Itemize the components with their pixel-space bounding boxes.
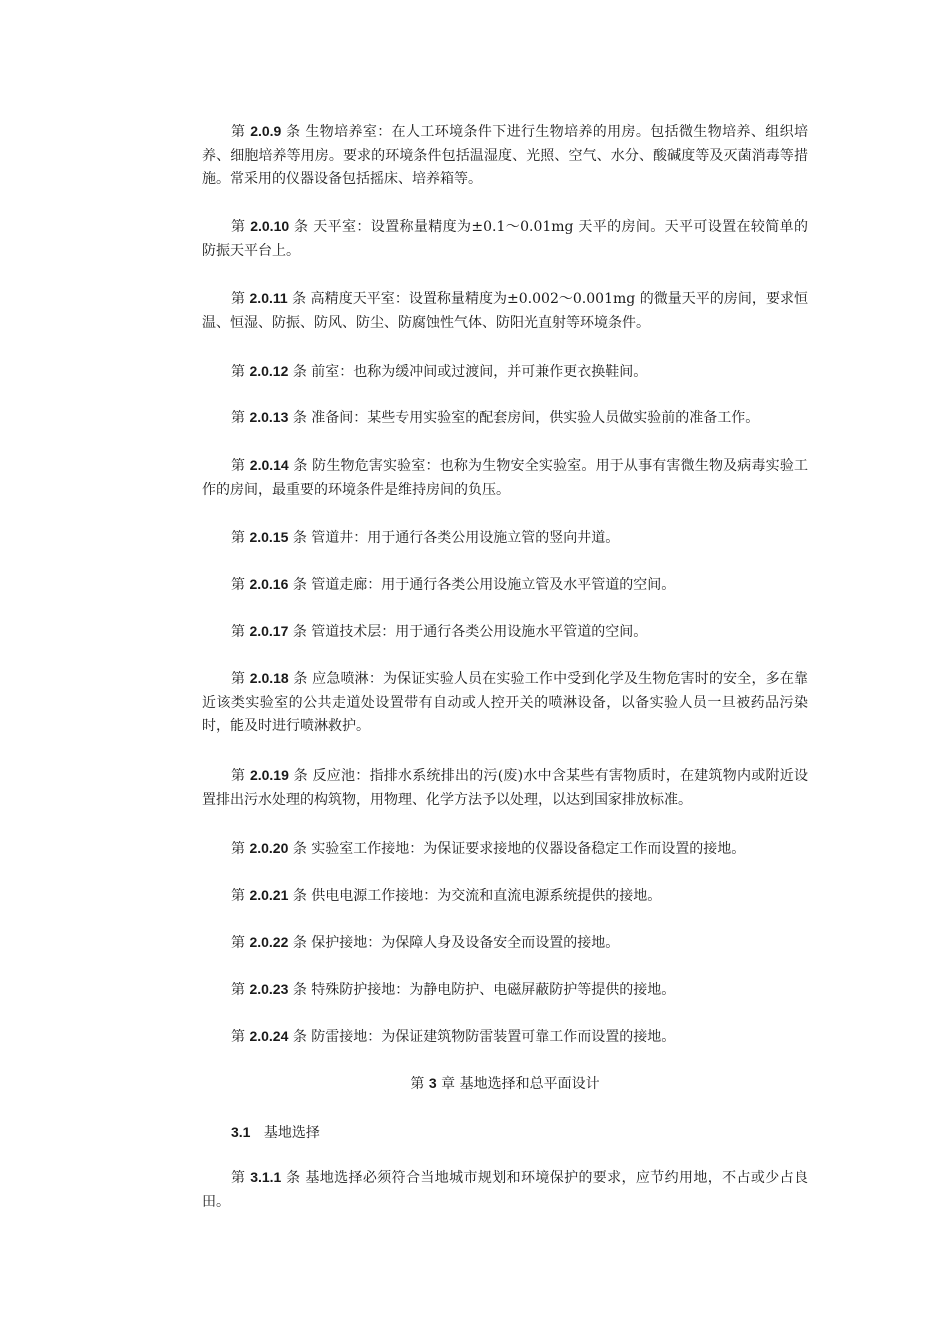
clause-number: 3.1.1: [250, 1169, 282, 1185]
clause-2-0-13: [202, 406, 808, 431]
clause-suffix: 条: [288, 458, 313, 474]
clause-text: 基地选择必须符合当地城市规划和环境保护的要求，应节约用地，不占或少占良田。: [202, 1170, 809, 1210]
clause-suffix: 条: [281, 1170, 306, 1186]
clause-2-0-23: [202, 978, 808, 1003]
chapter-prefix: 第: [410, 1076, 429, 1092]
clause-number: 2.0.16: [249, 576, 289, 592]
clause-number: 2.0.15: [249, 529, 289, 545]
clause-text: 管道走廊：用于通行各类公用设施立管及水平管道的空间。: [311, 577, 676, 593]
clause-text: 特殊防护接地：为静电防护、电磁屏蔽防护等提供的接地。: [311, 982, 676, 998]
clause-number: 2.0.24: [249, 1028, 289, 1044]
clause-prefix: 第: [231, 530, 250, 546]
clause-text: 供电电源工作接地：为交流和直流电源系统提供的接地。: [311, 888, 662, 904]
clause-text: 前室：也称为缓冲间或过渡间，并可兼作更衣换鞋间。: [311, 364, 648, 380]
clause-number: 2.0.17: [249, 623, 289, 639]
clause-prefix: 第: [231, 410, 250, 426]
clause-2-0-22: [202, 931, 808, 956]
clause-number: 2.0.10: [250, 218, 290, 234]
chapter-suffix: 章: [436, 1076, 460, 1092]
clause-suffix: 条: [288, 768, 313, 784]
clause-2-0-9: [202, 120, 808, 192]
clause-number: 2.0.12: [249, 363, 289, 379]
chapter-title: 基地选择和总平面设计: [459, 1076, 600, 1092]
clause-text: 高精度天平室：设置称量精度为±0.002～0.001mg 的微量天平的房间，要求恒温、恒湿、防振、防风、防尘、防腐蚀性气体、防阳光直射等环境条件。: [202, 291, 808, 331]
clause-2-0-15: [202, 526, 808, 551]
clause-suffix: 条: [287, 291, 311, 307]
clause-number: 2.0.19: [249, 767, 289, 783]
clause-number: 2.0.9: [250, 123, 282, 139]
clause-prefix: 第: [231, 1170, 251, 1186]
clause-2-0-16: [202, 573, 808, 598]
clause-text: 保护接地：为保障人身及设备安全而设置的接地。: [311, 935, 620, 951]
section-number: 3.1: [231, 1124, 251, 1140]
clause-2-0-21: [202, 884, 808, 909]
section-heading: [231, 1121, 320, 1146]
clause-prefix: 第: [231, 291, 250, 307]
clause-number: 2.0.20: [249, 840, 289, 856]
clause-2-0-10: [202, 215, 808, 263]
clause-prefix: 第: [231, 768, 250, 784]
clause-prefix: 第: [231, 364, 250, 380]
clause-prefix: 第: [231, 124, 251, 140]
clause-text: 生物培养室：在人工环境条件下进行生物培养的用房。包括微生物培养、组织培养、细胞培养等用房。要求的环境条件包括温湿度、光照、空气、水分、酸碱度等及灭菌消毒等措施。常采用的仪器设备包括摇床、培养箱等。: [202, 124, 809, 187]
clause-number: 2.0.18: [249, 670, 289, 686]
clause-number: 2.0.21: [249, 887, 289, 903]
clause-prefix: 第: [231, 577, 250, 593]
clause-suffix: 条: [281, 124, 306, 140]
clause-prefix: 第: [231, 458, 250, 474]
clause-suffix: 条: [288, 577, 312, 593]
clause-2-0-18: [202, 667, 808, 739]
clause-number: 2.0.22: [249, 934, 289, 950]
clause-2-0-19: [202, 764, 808, 812]
clause-text: 管道井：用于通行各类公用设施立管的竖向井道。: [311, 530, 620, 546]
clause-2-0-17: [202, 620, 808, 645]
clause-text: 防生物危害实验室：也称为生物安全实验室。用于从事有害微生物及病毒实验工作的房间，最重要的环境条件是维持房间的负压。: [202, 458, 808, 498]
clause-number: 2.0.14: [249, 457, 289, 473]
clause-suffix: 条: [288, 671, 313, 687]
clause-prefix: 第: [231, 982, 250, 998]
clause-text: 管道技术层：用于通行各类公用设施水平管道的空间。: [311, 624, 648, 640]
clause-text: 反应池：指排水系统排出的污(废)水中含某些有害物质时，在建筑物内或附近设置排出污水处理的构筑物，用物理、化学方法予以处理，以达到国家排放标准。: [202, 768, 809, 808]
clause-prefix: 第: [231, 624, 250, 640]
clause-prefix: 第: [231, 671, 250, 687]
clause-text: 天平室：设置称量精度为±0.1～0.01mg 天平的房间。天平可设置在较简单的防振天平台上。: [202, 219, 809, 259]
clause-suffix: 条: [288, 624, 312, 640]
clause-suffix: 条: [288, 530, 312, 546]
chapter-number: 3: [428, 1075, 437, 1091]
clause-prefix: 第: [231, 935, 250, 951]
clause-2-0-24: [202, 1025, 808, 1050]
clause-2-0-12: [202, 360, 808, 385]
clause-number: 2.0.23: [249, 981, 289, 997]
clause-suffix: 条: [289, 219, 314, 235]
clause-2-0-11: [202, 287, 808, 335]
clause-2-0-20: [202, 837, 808, 862]
clause-suffix: 条: [288, 841, 312, 857]
clause-suffix: 条: [288, 982, 312, 998]
clause-suffix: 条: [288, 935, 312, 951]
clause-suffix: 条: [288, 888, 312, 904]
section-title: 基地选择: [263, 1125, 320, 1141]
clause-3-1-1: [202, 1166, 808, 1214]
clause-prefix: 第: [231, 888, 250, 904]
clause-suffix: 条: [288, 364, 312, 380]
clause-2-0-14: [202, 454, 808, 502]
clause-number: 2.0.13: [249, 409, 289, 425]
clause-prefix: 第: [231, 841, 250, 857]
clause-prefix: 第: [231, 219, 251, 235]
clause-prefix: 第: [231, 1029, 250, 1045]
clause-suffix: 条: [288, 1029, 312, 1045]
clause-text: 防雷接地：为保证建筑物防雷装置可靠工作而设置的接地。: [311, 1029, 676, 1045]
clause-number: 2.0.11: [249, 290, 288, 306]
chapter-heading: [202, 1072, 808, 1097]
clause-suffix: 条: [288, 410, 312, 426]
clause-text: 应急喷淋：为保证实验人员在实验工作中受到化学及生物危害时的安全，多在靠近该类实验室的公共走道处设置带有自动或人控开关的喷淋设备，以备实验人员一旦被药品污染时，能及时进行喷淋救护。: [202, 671, 808, 734]
clause-text: 准备间：某些专用实验室的配套房间，供实验人员做实验前的准备工作。: [311, 410, 760, 426]
clause-text: 实验室工作接地：为保证要求接地的仪器设备稳定工作而设置的接地。: [311, 841, 746, 857]
